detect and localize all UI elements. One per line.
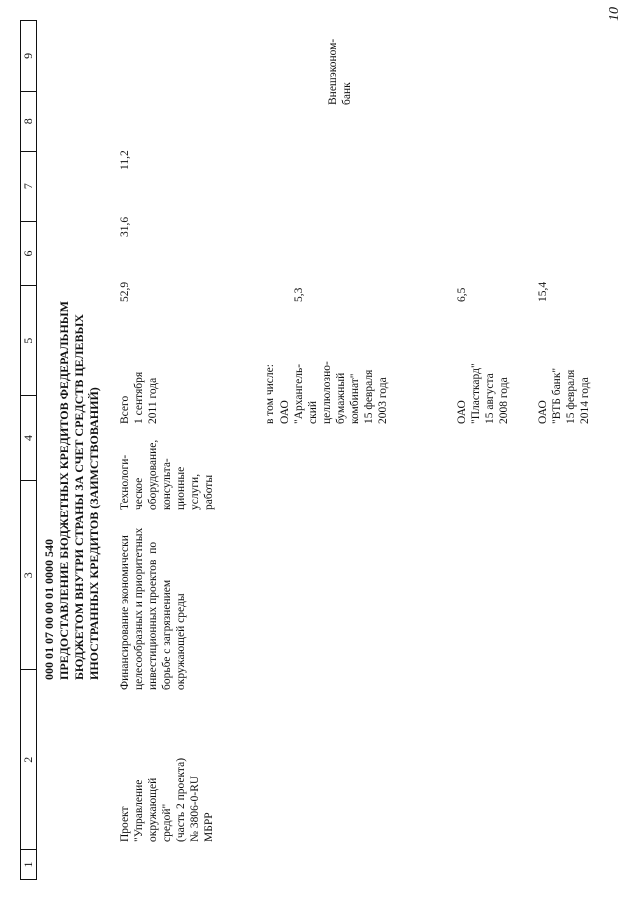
section-code: 000 01 07 00 00 01 0000 540: [42, 539, 56, 680]
row-bank-line-2: банк: [341, 82, 353, 105]
sub2-line-4: 2008 года: [498, 377, 510, 424]
row-total-date-line-1: 1 сентября: [133, 371, 145, 424]
col-header-3: 3: [21, 480, 36, 670]
row-purpose-line-4: борьбе с загрязнением: [161, 579, 173, 690]
sub1-line-4: целлюлозно-: [321, 361, 333, 424]
section-title-line-1: ПРЕДОСТАВЛЕНИЕ БЮДЖЕТНЫХ КРЕДИТОВ ФЕДЕРАЛЬНЫМ: [57, 301, 71, 680]
row-total-date-line-2: 2011 года: [147, 377, 159, 424]
row-purpose-line-5: окружающей среды: [175, 593, 187, 690]
row-goods-line-5: ционные: [175, 466, 187, 510]
row-project-line-6: № 3806-0-RU: [189, 775, 201, 842]
sub1-line-1: ОАО: [279, 400, 291, 424]
rotated-table-sheet: [20, 20, 591, 880]
col-header-8: 8: [21, 91, 36, 151]
col-header-7: 7: [21, 151, 36, 221]
row-goods-line-3: оборудование,: [147, 439, 159, 510]
row-project-line-5: (часть 2 проекта): [175, 757, 187, 842]
col-header-4: 4: [21, 395, 36, 480]
row-project-line-3: окружающей: [147, 777, 159, 842]
col-header-2: 2: [21, 669, 36, 849]
row-goods-line-7: работы: [203, 474, 215, 510]
row-purpose-line-2: целесообразных и приоритетных: [133, 527, 145, 690]
sub3-line-2: "ВТБ банк": [551, 367, 563, 424]
sub2-line-3: 15 августа: [484, 373, 496, 424]
section-title-line-3: ИНОСТРАННЫХ КРЕДИТОВ (ЗАИМСТВОВАНИЙ): [87, 387, 101, 680]
sub2-value: 6,5: [456, 287, 468, 302]
including-label: в том числе:: [264, 364, 276, 424]
row-purpose-line-3: инвестиционных проектов по: [147, 541, 159, 690]
page-number: 10: [607, 7, 622, 21]
row-goods-line-1: Технологи-: [119, 454, 131, 510]
col-header-1: 1: [21, 849, 36, 879]
sub3-value: 15,4: [537, 281, 549, 302]
sub1-line-6: комбинат": [349, 373, 361, 424]
row-goods-line-6: услуги,: [189, 473, 201, 510]
row-value-col6: 52,9: [119, 281, 131, 302]
sub2-line-1: ОАО: [456, 400, 468, 424]
row-project-line-1: Проект: [119, 806, 131, 842]
sub3-line-1: ОАО: [537, 400, 549, 424]
sub3-line-4: 2014 года: [579, 377, 591, 424]
row-bank-line-1: Внешэконом-: [327, 38, 339, 105]
row-project-line-4: средой": [161, 803, 173, 842]
row-project-line-7: МБРР: [203, 812, 215, 842]
row-goods-line-4: консульта-: [161, 458, 173, 510]
sub2-line-2: "Пласткард": [470, 363, 482, 424]
column-number-header: [20, 20, 37, 880]
sub3-line-3: 15 февраля: [565, 369, 577, 424]
row-purpose-line-1: Финансирование экономически: [119, 535, 131, 690]
col-header-9: 9: [21, 52, 35, 59]
sub1-line-2: "Архангель-: [293, 363, 305, 424]
sub1-line-5: бумажный: [335, 372, 347, 424]
sub1-line-7: 15 февраля: [363, 369, 375, 424]
sub1-line-3: ский: [307, 401, 319, 424]
row-value-col7: 31,6: [119, 216, 131, 237]
row-value-col8: 11,2: [119, 150, 131, 170]
col-header-6: 6: [21, 221, 36, 286]
row-project-line-2: "Управление: [133, 779, 145, 842]
section-title-line-2: БЮДЖЕТОМ ВНУТРИ СТРАНЫ ЗА СЧЕТ СРЕДСТВ ЦЕЛЕВЫХ: [72, 314, 86, 680]
col-header-5: 5: [21, 285, 36, 395]
row-goods-line-2: ческое: [133, 477, 145, 510]
row-total-label: Всего: [119, 395, 131, 424]
sub1-value: 5,3: [293, 287, 305, 302]
sub1-line-8: 2003 года: [377, 377, 389, 424]
